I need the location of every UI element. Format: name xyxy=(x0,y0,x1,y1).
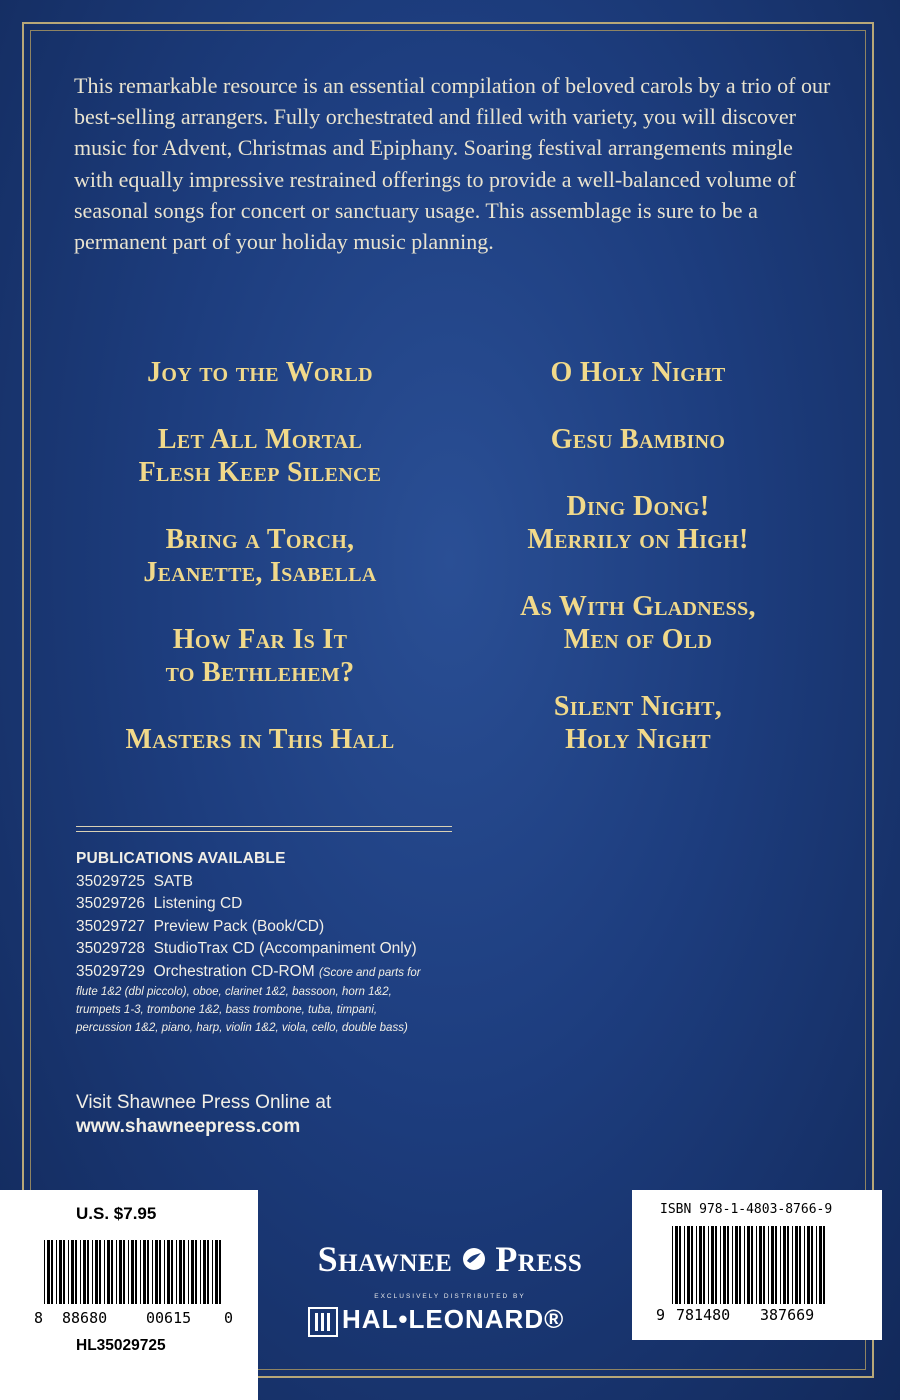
upc-digit: 8 xyxy=(34,1309,44,1327)
barcode-bar xyxy=(219,1240,221,1304)
barcode-bar xyxy=(792,1226,793,1304)
barcode-bar xyxy=(819,1226,822,1304)
isbn-digit: 9 xyxy=(656,1306,666,1324)
barcode-bar xyxy=(80,1240,81,1304)
barcode-bar xyxy=(95,1240,98,1304)
song-title: Joy to the World xyxy=(147,357,373,388)
publication-code: 35029729 xyxy=(76,962,145,980)
barcode-bar xyxy=(756,1226,757,1304)
publication-code: 35029725 xyxy=(76,872,145,890)
barcode-bar xyxy=(63,1240,65,1304)
barcode-bar xyxy=(735,1226,738,1304)
barcode-bar xyxy=(715,1226,717,1304)
barcode-bar xyxy=(759,1226,762,1304)
orchestration-note: percussion 1&2, piano, harp, violin 1&2, viola, cello, double bass) xyxy=(76,1022,408,1034)
orchestration-note: trumpets 1-3, trombone 1&2, bass trombone, tuba, timpani, xyxy=(76,1004,378,1016)
barcode-bar xyxy=(684,1226,685,1304)
visit-text: Visit Shawnee Press Online at xyxy=(76,1092,332,1113)
song-title: Bring a Torch, Jeanette, Isabella xyxy=(143,524,377,588)
barcode-bar xyxy=(87,1240,89,1304)
barcode-bar xyxy=(147,1240,149,1304)
barcode-bar xyxy=(195,1240,197,1304)
shawnee-press-wordmark: Shawnee Press xyxy=(317,1239,583,1279)
barcode-bar xyxy=(200,1240,201,1304)
barcode-bar xyxy=(99,1240,101,1304)
barcode-bar xyxy=(739,1226,741,1304)
publication-item xyxy=(76,893,456,916)
barcode-bar xyxy=(679,1226,681,1304)
barcode-bar xyxy=(732,1226,733,1304)
publications-list xyxy=(76,848,456,1037)
barcode-bar xyxy=(751,1226,753,1304)
publication-title: Listening CD xyxy=(153,895,243,912)
song-title: Masters in This Hall xyxy=(125,724,395,755)
barcode-bar xyxy=(780,1226,781,1304)
song-title: Ding Dong! Merrily on High! xyxy=(527,491,749,555)
barcode-bar xyxy=(799,1226,801,1304)
barcode-bar xyxy=(744,1226,745,1304)
barcode-bar xyxy=(191,1240,194,1304)
barcode-bar xyxy=(699,1226,702,1304)
barcode-bar xyxy=(44,1240,45,1304)
barcode-bar xyxy=(804,1226,805,1304)
barcode-bar xyxy=(203,1240,206,1304)
barcode-bar xyxy=(171,1240,173,1304)
publication-title: StudioTrax CD (Accompaniment Only) xyxy=(153,940,417,957)
hal-leonard-wordmark: HAL•LEONARD® xyxy=(342,1304,565,1334)
distributed-by-text: EXCLUSIVELY DISTRIBUTED BY xyxy=(374,1293,526,1300)
barcode-bar xyxy=(696,1226,697,1304)
barcode-bar xyxy=(143,1240,146,1304)
barcode-bar xyxy=(720,1226,721,1304)
publication-item xyxy=(76,961,456,984)
publication-title: Orchestration CD-ROM xyxy=(153,962,315,980)
hal-leonard-logo-icon xyxy=(308,1307,338,1337)
isbn-barcode xyxy=(672,1226,830,1304)
barcode-bar xyxy=(176,1240,177,1304)
barcode-bar xyxy=(107,1240,110,1304)
barcode-bar xyxy=(212,1240,213,1304)
barcode-bar xyxy=(811,1226,813,1304)
barcode-bar xyxy=(207,1240,209,1304)
barcode-bar xyxy=(47,1240,50,1304)
isbn-text: ISBN 978-1-4803-8766-9 xyxy=(660,1202,833,1217)
barcode-bar xyxy=(708,1226,709,1304)
orchestration-note: flute 1&2 (dbl piccolo), oboe, clarinet 1&2, bassoon, horn 1&2, xyxy=(76,986,392,998)
publication-title: SATB xyxy=(153,872,193,890)
publication-item xyxy=(76,916,456,939)
barcode-bar xyxy=(159,1240,161,1304)
song-title: How Far Is It to Bethlehem? xyxy=(165,624,355,688)
publication-code: 35029727 xyxy=(76,917,145,935)
barcode-bar xyxy=(687,1226,690,1304)
barcode-bar xyxy=(691,1226,693,1304)
song-title: As With Gladness, Men of Old xyxy=(520,591,756,655)
barcode-bar xyxy=(164,1240,165,1304)
publication-code: 35029728 xyxy=(76,940,145,957)
barcode-bar xyxy=(703,1226,705,1304)
barcode-bar xyxy=(727,1226,729,1304)
barcode-bar xyxy=(51,1240,53,1304)
barcode-bar xyxy=(68,1240,69,1304)
barcode-bar xyxy=(59,1240,62,1304)
barcode-bar xyxy=(795,1226,798,1304)
item-code: HL35029725 xyxy=(76,1337,166,1354)
barcode-bar xyxy=(768,1226,769,1304)
barcode-bar xyxy=(723,1226,726,1304)
description-paragraph: This remarkable resource is an essential compilation of beloved carols by a trio of our best-selling arrangers. Fully orchestrated and filled with variety, you will discover music for Advent, Christmas and Epiphany. Soaring festival arrangements mingle with equally impressive restrained offerings to provide a well-balanced volume of seasonal songs for concert or sanctuary usage. This assemblage is sure to be a permanent part of your holiday music planning. xyxy=(74,73,831,255)
barcode-bar xyxy=(183,1240,185,1304)
barcode-bar xyxy=(104,1240,105,1304)
barcode-bar xyxy=(787,1226,789,1304)
barcode-bar xyxy=(672,1226,673,1304)
barcode-bar xyxy=(823,1226,825,1304)
barcode-bar xyxy=(83,1240,86,1304)
price-label: U.S. $7.95 xyxy=(76,1204,157,1223)
publication-code: 35029726 xyxy=(76,895,145,912)
barcode-bar xyxy=(807,1226,810,1304)
song-title: O Holy Night xyxy=(550,357,726,388)
upc-barcode xyxy=(44,1240,222,1304)
song-title: Silent Night, Holy Night xyxy=(553,691,723,755)
upc-digit: 0 xyxy=(224,1309,234,1327)
barcode-bar xyxy=(123,1240,125,1304)
bird-icon xyxy=(462,1247,486,1271)
barcode-bar xyxy=(111,1240,113,1304)
barcode-bar xyxy=(135,1240,137,1304)
isbn-digit: 781480 xyxy=(676,1306,731,1324)
orchestration-note: (Score and parts for xyxy=(318,966,421,979)
publication-item xyxy=(76,871,456,894)
barcode-bar xyxy=(119,1240,122,1304)
barcode-bar xyxy=(215,1240,218,1304)
barcode-bar xyxy=(783,1226,786,1304)
barcode-bar xyxy=(771,1226,774,1304)
barcode-bar xyxy=(152,1240,153,1304)
barcode-bar xyxy=(131,1240,134,1304)
isbn-digit: 387669 xyxy=(760,1306,815,1324)
barcode-bar xyxy=(155,1240,158,1304)
publication-item xyxy=(76,938,456,961)
song-title: Gesu Bambino xyxy=(550,424,726,455)
barcode-bar xyxy=(71,1240,74,1304)
barcode-bar xyxy=(188,1240,189,1304)
barcode-bar xyxy=(675,1226,678,1304)
divider-rule xyxy=(76,826,452,827)
barcode-bar xyxy=(711,1226,714,1304)
website-link[interactable]: www.shawneepress.com xyxy=(76,1116,301,1137)
visit-block xyxy=(76,1091,331,1139)
publisher-logo xyxy=(290,1238,610,1368)
barcode-bar xyxy=(179,1240,182,1304)
divider-rule xyxy=(76,831,452,832)
barcode-bar xyxy=(140,1240,141,1304)
barcode-bar xyxy=(167,1240,170,1304)
barcode-bar xyxy=(116,1240,117,1304)
song-title: Let All Mortal Flesh Keep Silence xyxy=(138,424,382,488)
upc-digit: 00615 xyxy=(146,1309,192,1327)
barcode-bar xyxy=(56,1240,57,1304)
barcode-bar xyxy=(92,1240,93,1304)
barcode-bar xyxy=(75,1240,77,1304)
barcode-bar xyxy=(747,1226,750,1304)
barcode-bar xyxy=(763,1226,765,1304)
upc-digit: 88680 xyxy=(62,1309,108,1327)
publications-heading: PUBLICATIONS AVAILABLE xyxy=(76,850,286,867)
publication-title: Preview Pack (Book/CD) xyxy=(153,917,325,935)
barcode-bar xyxy=(128,1240,129,1304)
barcode-bar xyxy=(816,1226,817,1304)
barcode-bar xyxy=(775,1226,777,1304)
